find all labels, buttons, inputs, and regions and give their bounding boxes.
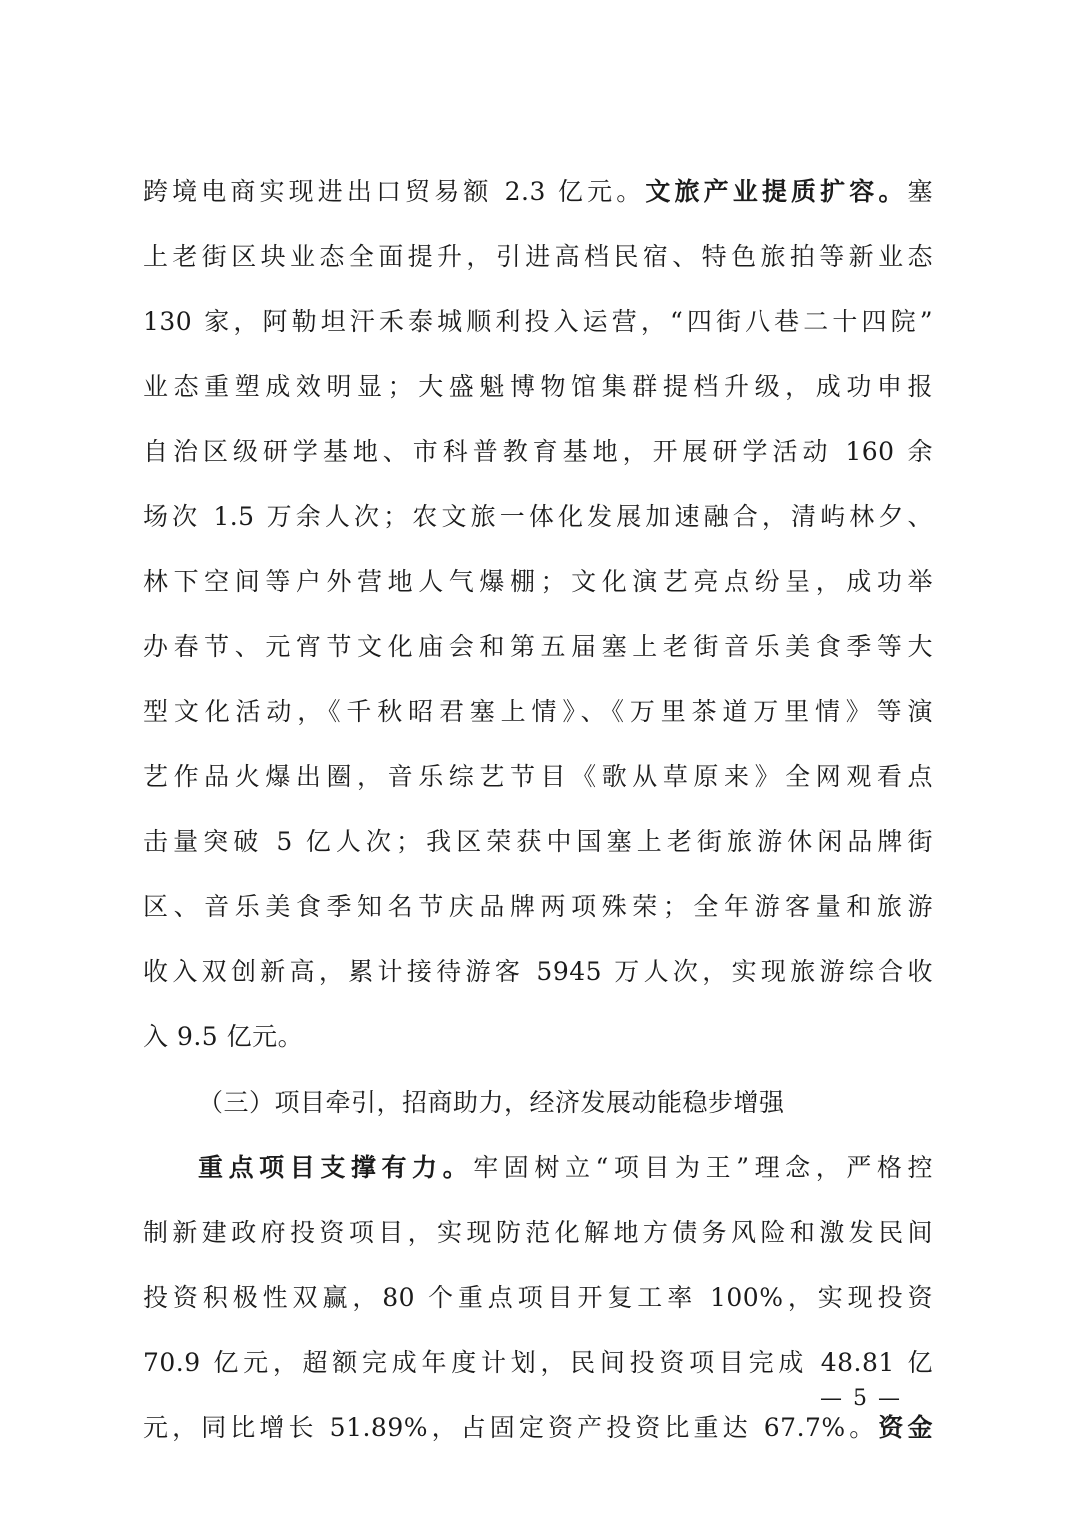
text-line <box>143 1021 303 1053</box>
page-number: — 5 — <box>820 1386 902 1411</box>
text-line <box>143 891 933 923</box>
text-segment: 70.9 亿元，超额完成年度计划，民间投资项目完成 48.81 亿 <box>143 1348 933 1377</box>
text-segment: 办春节、元宵节文化庙会和第五届塞上老街音乐美食季等大 <box>143 632 933 661</box>
text-segment: 上老街区块业态全面提升，引进高档民宿、特色旅拍等新业态 <box>143 242 933 271</box>
text-line <box>143 826 933 858</box>
text-line <box>198 1152 933 1184</box>
text-segment: 入 9.5 亿元。 <box>143 1022 304 1051</box>
bold-phrase: 重点项目支撑有力。 <box>198 1153 474 1182</box>
text-segment: 制新建政府投资项目，实现防范化解地方债务风险和激发民间 <box>143 1218 933 1247</box>
text-segment: （三）项目牵引，招商助力，经济发展动能稳步增强 <box>198 1088 785 1117</box>
text-line <box>143 306 933 338</box>
text-segment: 元，同比增长 51.89%，占固定资产投资比重达 67.7%。 <box>143 1413 879 1442</box>
bold-phrase: 文旅产业提质扩容。 <box>645 177 908 206</box>
text-segment: 投资积极性双赢，80 个重点项目开复工率 100%，实现投资 <box>143 1283 933 1312</box>
text-line <box>143 1282 933 1314</box>
text-line <box>143 1412 933 1444</box>
text-segment: 收入双创新高，累计接待游客 5945 万人次，实现旅游综合收 <box>143 957 933 986</box>
text-line <box>143 566 933 598</box>
text-segment: 击量突破 5 亿人次；我区荣获中国塞上老街旅游休闲品牌街 <box>143 827 933 856</box>
text-segment: 跨境电商实现进出口贸易额 2.3 亿元。 <box>143 177 646 206</box>
text-segment: 业态重塑成效明显；大盛魁博物馆集群提档升级，成功申报 <box>143 372 933 401</box>
bold-phrase: 资金 <box>878 1413 933 1442</box>
text-segment: 艺作品火爆出圈，音乐综艺节目《歌从草原来》全网观看点 <box>143 762 933 791</box>
text-line <box>143 241 933 273</box>
text-line <box>143 371 933 403</box>
text-line <box>143 501 933 533</box>
text-line <box>143 696 933 728</box>
text-segment: 林下空间等户外营地人气爆棚；文化演艺亮点纷呈，成功举 <box>143 567 933 596</box>
text-line <box>143 436 933 468</box>
text-line <box>143 631 933 663</box>
text-line <box>143 956 933 988</box>
text-segment: 自治区级研学基地、市科普教育基地，开展研学活动 160 余 <box>143 437 933 466</box>
text-line <box>143 1347 933 1379</box>
text-segment: 牢固树立“项目为王”理念，严格控 <box>473 1153 933 1182</box>
text-line <box>143 1217 933 1249</box>
text-line <box>143 761 933 793</box>
section-heading <box>198 1087 785 1119</box>
text-segment: 场次 1.5 万余人次；农文旅一体化发展加速融合，清屿林夕、 <box>143 502 933 531</box>
text-segment: 型文化活动，《千秋昭君塞上情》、《万里茶道万里情》等演 <box>143 697 933 726</box>
text-segment: 塞 <box>907 177 933 206</box>
text-segment: 区、音乐美食季知名节庆品牌两项殊荣；全年游客量和旅游 <box>143 892 933 921</box>
text-line <box>143 176 933 208</box>
text-segment: 130 家，阿勒坦汗禾泰城顺利投入运营，“四街八巷二十四院” <box>143 307 933 336</box>
